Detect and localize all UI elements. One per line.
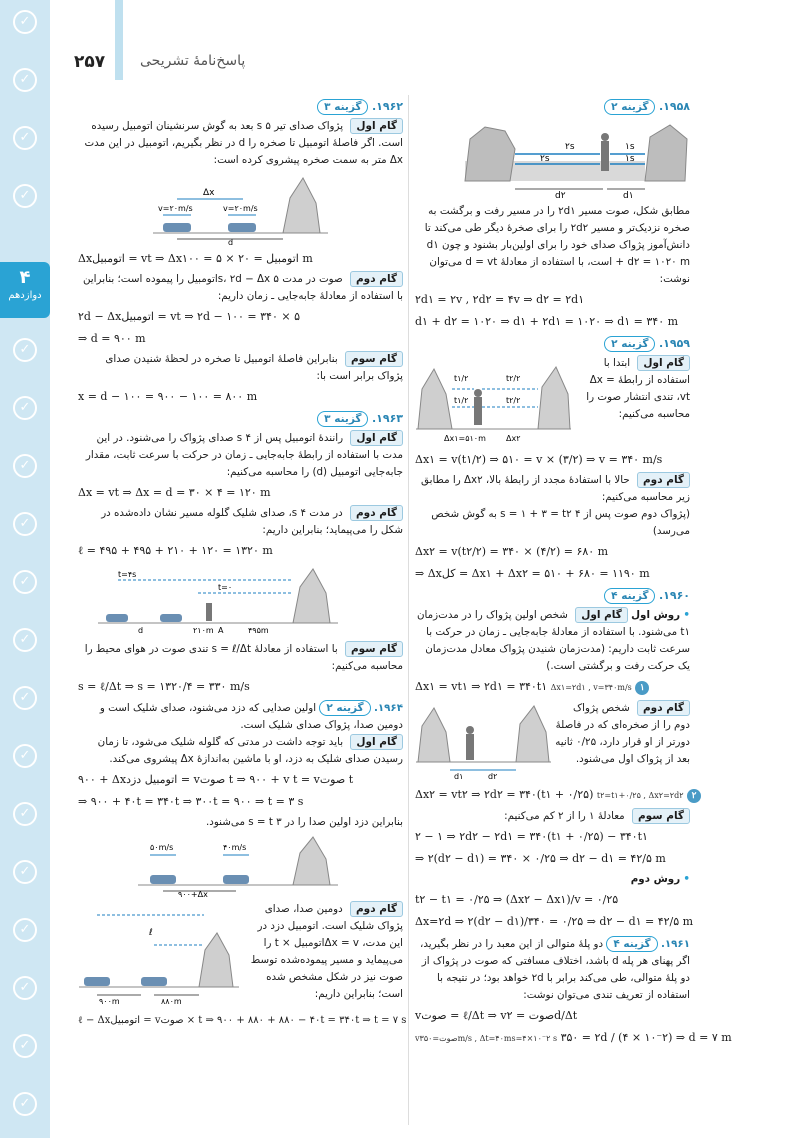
fig-label: ۴۹۵m xyxy=(248,626,269,635)
fig-label: Δx xyxy=(203,188,215,198)
check-icon: ✓ xyxy=(13,744,37,768)
paragraph: رانندهٔ اتومبیل پس از ۴ s صدای پژواک را می‌شنود. در این مدت با استفاده از رابطهٔ جابه‌جایی ـ زمان در حرکت با سرعت ثابت، مقدار جابه‌جایی اتومبیل (d) را محاسبه می‌کنیم: xyxy=(85,432,403,478)
paragraph: دو پلهٔ متوالی از این معبد را در نظر بگیرید، اگر پهنای هر پله d باشد، اختلاف مسافتی که صوت در پژواک از دو پلهٔ متوالی، طی می‌کند برابر با ۲d خواهد بود؛ در نتیجه با استفاده از تعریف تندی می‌توان نوشت: xyxy=(420,938,690,1001)
formula-note: vصوت=۳۵۰m/s , Δt=۴۰ms=۴×۱۰⁻۲ s xyxy=(415,1034,558,1043)
check-icon: ✓ xyxy=(13,454,37,478)
fig-label: Δx۲ xyxy=(506,434,521,443)
fig-label: Δx۱=۵۱۰m xyxy=(444,434,486,443)
formula: ۹۰۰ + Δxاتومبیل دزد = vصوت t ⇒ ۹۰۰ + v t = vصوت t xyxy=(78,773,354,786)
fig-label: ۲۱۰m xyxy=(193,626,214,635)
page-number: ۲۵۷ xyxy=(74,52,106,72)
formula-note: t۲=t۱+۰/۲۵ , Δx۲=۲d۲ xyxy=(596,791,684,800)
answer-badge: گزینه ۳ xyxy=(317,99,368,115)
figure-1958 xyxy=(415,119,690,199)
step-label: گام سوم xyxy=(345,641,403,657)
answer-badge: گزینه ۲ xyxy=(604,336,655,352)
figure-1964-a xyxy=(78,835,403,897)
check-icon: ✓ xyxy=(13,976,37,1000)
fig-label: v=۲۰m/s xyxy=(158,204,193,213)
paragraph: (پژواک دوم صوت پس از ۴ s = ۱ + ۳ = t۲ به گوش شخص می‌رسد) xyxy=(431,508,690,537)
paragraph: دومین صدا، صدای پژواک شلیک است. اتومبیل دزد در این مدت، Δx = vاتومبیل × t را می‌پیماید و مسیر پیموده‌شده توسط صوت نیز در شکل مشخص شده است؛ بنابراین داریم: xyxy=(250,903,403,1000)
formula: s = ℓ/Δt ⇒ s = ۱۳۲۰/۴ = ۳۳۰ m/s xyxy=(78,680,250,693)
check-icon: ✓ xyxy=(13,802,37,826)
question-number: ۱۹۶۴. xyxy=(373,702,403,714)
paragraph: با استفاده از معادلهٔ s = ℓ/Δt تندی صوت در هوای محیط را محاسبه می‌کنیم: xyxy=(84,643,403,672)
q1960-step2 xyxy=(415,700,690,783)
answer-badge: گزینه ۲ xyxy=(319,700,370,716)
formula-text: ۳۵۰ = ۲d / (۴ × ۱۰⁻۲) ⇒ d = ۷ m xyxy=(560,1031,732,1044)
question-1963 xyxy=(78,410,403,427)
bullet-icon: • xyxy=(683,873,690,885)
step-label: گام دوم xyxy=(350,901,403,917)
method-label: روش دوم xyxy=(630,873,681,885)
answer-badge: گزینه ۴ xyxy=(604,588,655,604)
formula: Δx۱ = v(t۱/۲) ⇒ ۵۱۰ = v × (۳/۲) ⇒ v = ۳۴۰ m/s xyxy=(415,453,663,466)
paragraph: مطابق شکل، صوت مسیر ۲d۱ را در مسیر رفت و برگشت به صخره نزدیک‌تر و مسیر ۲d۲ را برای صخرهٔ دیگر طی می‌کند تا دانش‌آموز پژواک صدای خود را برای اولین‌بار بشنود و چون d۱ + d۲ = ۱۰۲۰ m است، با استفاده از معادلهٔ d = vt می‌توان نوشت: xyxy=(424,205,690,285)
formula: Δx۲ = v(t۲/۲) = ۳۴۰ × (۴/۲) = ۶۸۰ m xyxy=(415,545,609,558)
figure-1960 xyxy=(416,704,551,779)
paragraph: بنابراین فاصلهٔ اتومبیل تا صخره در لحظهٔ شنیدن صدای پژواک برابر است با: xyxy=(105,353,403,382)
paragraph: شخص پژواک دوم را از صخره‌ای که در فاصلهٔ دورتر از او قرار دارد، ۰/۲۵ ثانیه بعد از پژواک اول می‌شنود. xyxy=(555,702,690,765)
page-title: پاسخ‌نامهٔ تشریحی xyxy=(140,53,246,69)
paragraph: صوت در مدت ۵ s، ۲d − Δxاتومبیل را پیموده است؛ بنابراین با استفاده از معادلهٔ جابه‌جایی ـ زمان داریم: xyxy=(82,273,403,302)
step-label: گام سوم xyxy=(632,808,690,824)
formula: x = d − ۱۰۰ = ۹۰۰ − ۱۰۰ = ۸۰۰ m xyxy=(78,390,258,403)
fig-label: ۲s xyxy=(540,154,550,164)
formula: ℓ = ۴۹۵ + ۴۹۵ + ۲۱۰ + ۱۲۰ = ۱۳۲۰ m xyxy=(78,544,273,557)
formula: vصوت = ℓ/Δt ⇒ vصوت = ۲d/Δt xyxy=(415,1009,578,1022)
formula-text: Δx۲ = vt۲ ⇒ ۲d۲ = ۳۴۰(t۱ + ۰/۲۵) xyxy=(415,788,594,801)
header-bar xyxy=(115,0,123,80)
formula: Δx=۲d ⇒ ۲(d۲ − d۱)/۳۴۰ = ۰/۲۵ ⇒ d۲ − d۱ = ۴۲/۵ m xyxy=(415,915,694,928)
formula: ⇒ d = ۹۰۰ m xyxy=(78,332,146,345)
question-number: ۱۹۶۲. xyxy=(371,100,403,113)
question-number: ۱۹۵۸. xyxy=(658,100,690,113)
grade-tab xyxy=(0,262,50,318)
question-number: ۱۹۵۹. xyxy=(658,337,690,350)
fig-label: A xyxy=(218,626,224,635)
fig-label: d xyxy=(228,238,234,245)
fig-label: d۲ xyxy=(555,191,566,199)
paragraph: حالا با استفادهٔ مجدد از رابطهٔ بالا، Δx۲ را مطابق زیر محاسبه می‌کنیم: xyxy=(421,474,690,503)
formula: t۲ − t۱ = ۰/۲۵ ⇒ (Δx۲ − Δx۱)/v = ۰/۲۵ xyxy=(415,893,619,906)
check-icon: ✓ xyxy=(13,1092,37,1116)
bullet-icon: • xyxy=(683,609,690,621)
answer-badge: گزینه ۲ xyxy=(604,99,655,115)
formula-note: Δx۱=۲d۱ , v=۳۴۰m/s xyxy=(550,683,632,692)
question-number: ۱۹۶۳. xyxy=(371,412,403,425)
check-icon: ✓ xyxy=(13,512,37,536)
q1959-intro xyxy=(415,355,690,448)
grade-number: ۴ xyxy=(19,267,31,288)
check-icon: ✓ xyxy=(13,686,37,710)
paragraph: شخص اولین پژواک را در مدت‌زمان t۱ می‌شنود. با استفاده از معادلهٔ جابه‌جایی ـ زمان در حرکت با سرعت ثابت داریم: (مدت‌زمان شنیدن پژواک معادل مدت‌زمان یک حرکت رفت و برگشتی است.) xyxy=(416,609,690,672)
step-label: گام اول xyxy=(637,355,690,371)
check-icon: ✓ xyxy=(13,10,37,34)
fig-label: ۸۸۰m xyxy=(161,997,182,1005)
check-icon: ✓ xyxy=(13,68,37,92)
formula: Δxاتومبیل = vt ⇒ Δxاتومبیل = ۲۰ × ۵ = ۱۰۰ m xyxy=(78,252,313,265)
step-label: گام دوم xyxy=(637,700,690,716)
column-divider xyxy=(408,95,409,1125)
paragraph: در مدت ۴ s، صدای شلیک گلوله مسیر نشان داده‌شده در شکل را می‌پیماید؛ بنابراین داریم: xyxy=(101,507,403,536)
step-label: گام سوم xyxy=(345,351,403,367)
fig-label: ۹۰۰+Δx xyxy=(178,890,208,897)
fig-label: ۲s xyxy=(565,142,575,152)
fig-label: ۱s xyxy=(625,154,635,164)
paragraph: بنابراین دزد اولین صدا را در ۳ s = t می‌شنود. xyxy=(205,816,403,828)
figure-1963 xyxy=(78,565,403,637)
formula-text: Δx۱ = vt۱ ⇒ ۲d۱ = ۳۴۰t۱ xyxy=(415,680,548,693)
fig-label: ۴۰m/s xyxy=(223,843,247,852)
formula: d۱ + d۲ = ۱۰۲۰ ⇒ d۱ + ۲d۱ = ۱۰۲۰ ⇒ d۱ = ۳۴۰ m xyxy=(415,315,679,328)
q1964-step2 xyxy=(78,901,403,1009)
figure-1964-b xyxy=(79,905,239,1005)
question-number: ۱۹۶۰. xyxy=(658,589,690,602)
paragraph: معادلهٔ ۱ را از ۲ کم می‌کنیم: xyxy=(504,810,625,822)
step-label: گام اول xyxy=(350,734,403,750)
fig-label: t=۴s xyxy=(118,570,137,579)
fig-label: d xyxy=(138,626,144,635)
step-label: گام دوم xyxy=(350,271,403,287)
equation-marker: ۱ xyxy=(635,681,649,695)
check-icon: ✓ xyxy=(13,338,37,362)
fig-label: t۱/۲ xyxy=(454,374,469,383)
check-icon: ✓ xyxy=(13,1034,37,1058)
answer-badge: گزینه ۳ xyxy=(317,411,368,427)
step-label: گام اول xyxy=(350,430,403,446)
margin-strip xyxy=(0,0,50,1138)
question-number: ۱۹۶۱. xyxy=(660,938,690,950)
step-label: گام دوم xyxy=(350,505,403,521)
formula: Δx = vt ⇒ Δx = d = ۳۰ × ۴ = ۱۲۰ m xyxy=(78,486,271,499)
check-icon: ✓ xyxy=(13,860,37,884)
paragraph: ابتدا با استفاده از رابطهٔ Δx = vt، تندی انتشار صوت را محاسبه می‌کنیم: xyxy=(586,357,690,420)
grade-label: دوازدهم xyxy=(8,290,42,301)
paragraph: پژواک صدای تیر ۵ s بعد به گوش سرنشینان اتومبیل رسیده است. اگر فاصلهٔ اتومبیل تا صخره را d در نظر بگیریم، اتومبیل در این مدت Δx متر به سمت صخره پیشروی کرده است: xyxy=(84,120,403,166)
question-1958 xyxy=(415,98,690,115)
check-icon: ✓ xyxy=(13,570,37,594)
figure-1962 xyxy=(78,173,403,245)
fig-label: t۲/۲ xyxy=(506,374,521,383)
fig-label: ۹۰۰m xyxy=(99,997,120,1005)
fig-label: ℓ xyxy=(149,928,153,938)
fig-label: ۵۰m/s xyxy=(150,843,174,852)
fig-label: d۱ xyxy=(623,191,634,199)
step-label: گام اول xyxy=(575,607,628,623)
fig-label: t۱/۲ xyxy=(454,396,469,405)
check-icon: ✓ xyxy=(13,184,37,208)
check-icon: ✓ xyxy=(13,628,37,652)
question-1960 xyxy=(415,587,690,604)
right-column xyxy=(415,95,732,1051)
left-column xyxy=(78,95,407,1033)
formula: ۲d۱ = ۲v , ۲d۲ = ۴v ⇒ d۲ = ۲d۱ xyxy=(415,293,585,306)
step-label: گام دوم xyxy=(637,472,690,488)
method-label: روش اول xyxy=(631,609,681,621)
fig-label: v=۲۰m/s xyxy=(223,204,258,213)
figure-1959 xyxy=(416,359,571,444)
fig-label: d۱ xyxy=(454,772,464,779)
fig-label: t=۰ xyxy=(218,583,233,592)
fig-label: ۱s xyxy=(625,142,635,152)
answer-badge: گزینه ۴ xyxy=(606,936,657,952)
paragraph: اولین صدایی که دزد می‌شنود، صدای شلیک است و دومین صدا، پژواک صدای شلیک است. xyxy=(99,702,403,731)
fig-label: d۲ xyxy=(488,772,498,779)
question-1959 xyxy=(415,335,690,352)
formula: ℓ − Δxاتومبیل = vصوت × t ⇒ ۹۰۰ + ۸۸۰ + ۸۸۰ − ۴۰t = ۳۴۰t ⇒ t = ۷ s xyxy=(78,1015,407,1026)
formula xyxy=(415,785,697,806)
formula xyxy=(415,677,690,698)
formula: ۲ − ۱ ⇒ ۲d۲ − ۲d۱ = ۳۴۰(t۱ + ۰/۲۵) − ۳۴۰t۱ xyxy=(415,830,648,843)
fig-label: t۲/۲ xyxy=(506,396,521,405)
check-icon: ✓ xyxy=(13,396,37,420)
formula: ۲d − Δxاتومبیل = vt ⇒ ۲d − ۱۰۰ = ۳۴۰ × ۵ xyxy=(78,310,300,323)
step-label: گام اول xyxy=(350,118,403,134)
paragraph: باید توجه داشت در مدتی که گلوله شلیک می‌شود، تا زمان رسیدن صدای شلیک به دزد، او با ماشین به‌اندازهٔ Δx پیشروی می‌کند. xyxy=(97,736,403,765)
check-icon: ✓ xyxy=(13,126,37,150)
formula: ⇒ ۲(d۲ − d۱) = ۳۴۰ × ۰/۲۵ ⇒ d۲ − d۱ = ۴۲/۵ m xyxy=(415,852,666,865)
formula xyxy=(415,1028,732,1049)
formula: ⇒ Δxکل = Δx۱ + Δx۲ = ۵۱۰ + ۶۸۰ = ۱۱۹۰ m xyxy=(415,567,650,580)
formula: ⇒ ۹۰۰ + ۴۰t = ۳۴۰t ⇒ ۳۰۰t = ۹۰۰ ⇒ t = ۳ s xyxy=(78,795,304,808)
question-1962 xyxy=(78,98,403,115)
equation-marker: ۲ xyxy=(687,789,701,803)
check-icon: ✓ xyxy=(13,918,37,942)
